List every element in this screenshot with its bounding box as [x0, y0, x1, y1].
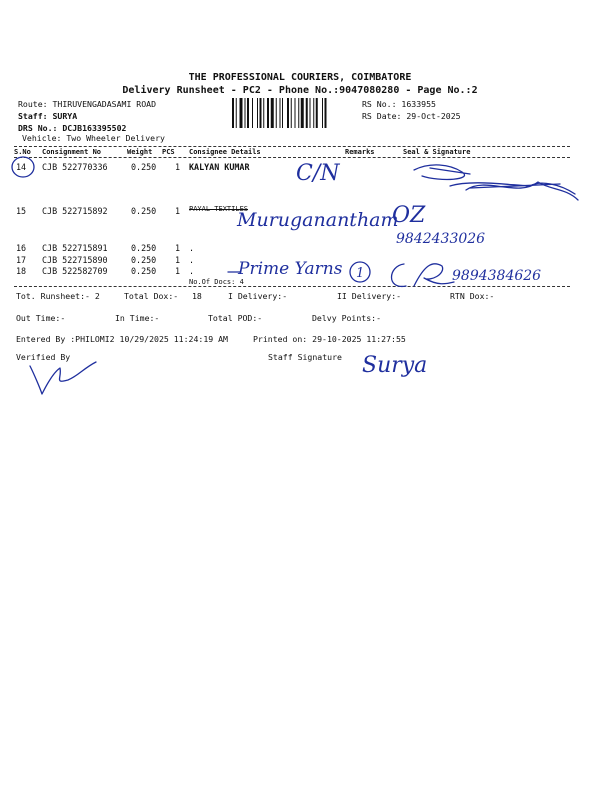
col-weight: Weight	[127, 148, 153, 156]
row-pcs: 1	[175, 162, 181, 172]
row-consignee: .	[189, 255, 195, 265]
row-consignment: CJB 522715892	[42, 206, 108, 216]
phone-handwriting-18	[450, 262, 570, 288]
row-sno: 16	[16, 243, 27, 253]
circled-one-mark	[348, 260, 374, 286]
muruganantham-signature	[235, 200, 399, 236]
row-sno: 14	[16, 162, 27, 172]
row-sno: 15	[16, 206, 27, 216]
svg-text:9842433026: 9842433026	[396, 231, 486, 247]
row-consignee: .	[189, 266, 195, 276]
row-sno: 18	[16, 266, 27, 276]
col-pcs: PCS	[162, 148, 175, 156]
row-pcs: 1	[175, 266, 181, 276]
phone-handwriting-15	[394, 226, 514, 250]
header-rule-top	[14, 146, 570, 147]
i-delivery: I Delivery:-	[228, 291, 288, 301]
col-seal: Seal & Signature	[403, 148, 471, 156]
total-dox-label: Total Dox:-	[124, 291, 179, 301]
surya-signature	[360, 346, 460, 380]
svg-text:C/N: C/N	[296, 161, 340, 186]
in-time: In Time:-	[115, 313, 160, 323]
svg-text:1: 1	[356, 266, 365, 281]
oz-handwriting	[388, 200, 448, 228]
row-weight: 0.250	[131, 162, 157, 172]
route-label: Route: THIRUVENGADASAMI ROAD	[18, 99, 157, 109]
row-weight: 0.250	[131, 255, 157, 265]
ii-delivery: II Delivery:-	[337, 291, 402, 301]
row-pcs: 1	[175, 206, 181, 216]
row-pcs: 1	[175, 255, 181, 265]
vehicle-label: Vehicle: Two Wheeler Delivery	[22, 133, 165, 143]
staff-signature-label: Staff Signature	[268, 352, 342, 362]
col-consignee: Consignee Details	[189, 148, 261, 156]
delvy-points: Delvy Points:-	[312, 313, 382, 323]
svg-text:OZ: OZ	[392, 203, 426, 228]
drs-number: DRS No.: DCJB163395502	[18, 123, 127, 133]
remark-cn-handwriting	[292, 156, 362, 186]
verified-by-label: Verified By	[16, 352, 71, 362]
row-weight: 0.250	[131, 206, 157, 216]
prime-yarns-signature	[226, 254, 346, 284]
svg-text:Prime Yarns: Prime Yarns	[238, 259, 343, 279]
svg-text:Surya: Surya	[362, 353, 428, 378]
total-dox-value: 18	[192, 291, 202, 301]
company-title: THE PROFESSIONAL COURIERS, COIMBATORE	[188, 72, 412, 83]
row-weight: 0.250	[131, 266, 157, 276]
verified-by-signature	[26, 358, 106, 398]
row-consignee: .	[189, 243, 195, 253]
printed-on: Printed on: 29-10-2025 11:27:55	[253, 334, 406, 344]
svg-text:9894384626: 9894384626	[452, 268, 542, 284]
row-consignment: CJB 522715890	[42, 255, 108, 265]
staff-label: Staff: SURYA	[18, 111, 78, 121]
barcode	[232, 98, 358, 128]
runsheet-subtitle: Delivery Runsheet - PC2 - Phone No.:9047080280 - Page No.:2	[122, 85, 478, 96]
entered-by: Entered By :PHILOMI2 10/29/2025 11:24:19 AM	[16, 334, 228, 344]
rs-date: RS Date: 29-Oct-2025	[362, 111, 461, 121]
row-consignment: CJB 522715891	[42, 243, 108, 253]
row-weight: 0.250	[131, 243, 157, 253]
no-of-docs: No.Of Docs: 4	[189, 278, 244, 286]
row-pcs: 1	[175, 243, 181, 253]
total-runsheet: Tot. Runsheet:- 2	[16, 291, 100, 301]
row18-signature-scribble	[380, 256, 460, 296]
total-pod: Total POD:-	[208, 313, 263, 323]
row-consignment: CJB 522582709	[42, 266, 108, 276]
col-consignment: Consignment No	[42, 148, 102, 156]
col-sno: S.No	[14, 148, 31, 156]
rtn-dox: RTN Dox:-	[450, 291, 495, 301]
row-sno: 17	[16, 255, 27, 265]
rs-number: RS No.: 1633955	[362, 99, 436, 109]
col-remarks: Remarks	[345, 148, 375, 156]
row-consignee-struck: PAYAL TEXTILES	[189, 205, 249, 213]
svg-text:Muruganantham: Muruganantham	[237, 209, 399, 231]
row-consignment: CJB 522770336	[42, 162, 108, 172]
out-time: Out Time:-	[16, 313, 66, 323]
row-consignee: KALYAN KUMAR	[189, 162, 250, 172]
circled-row-14	[10, 154, 40, 182]
